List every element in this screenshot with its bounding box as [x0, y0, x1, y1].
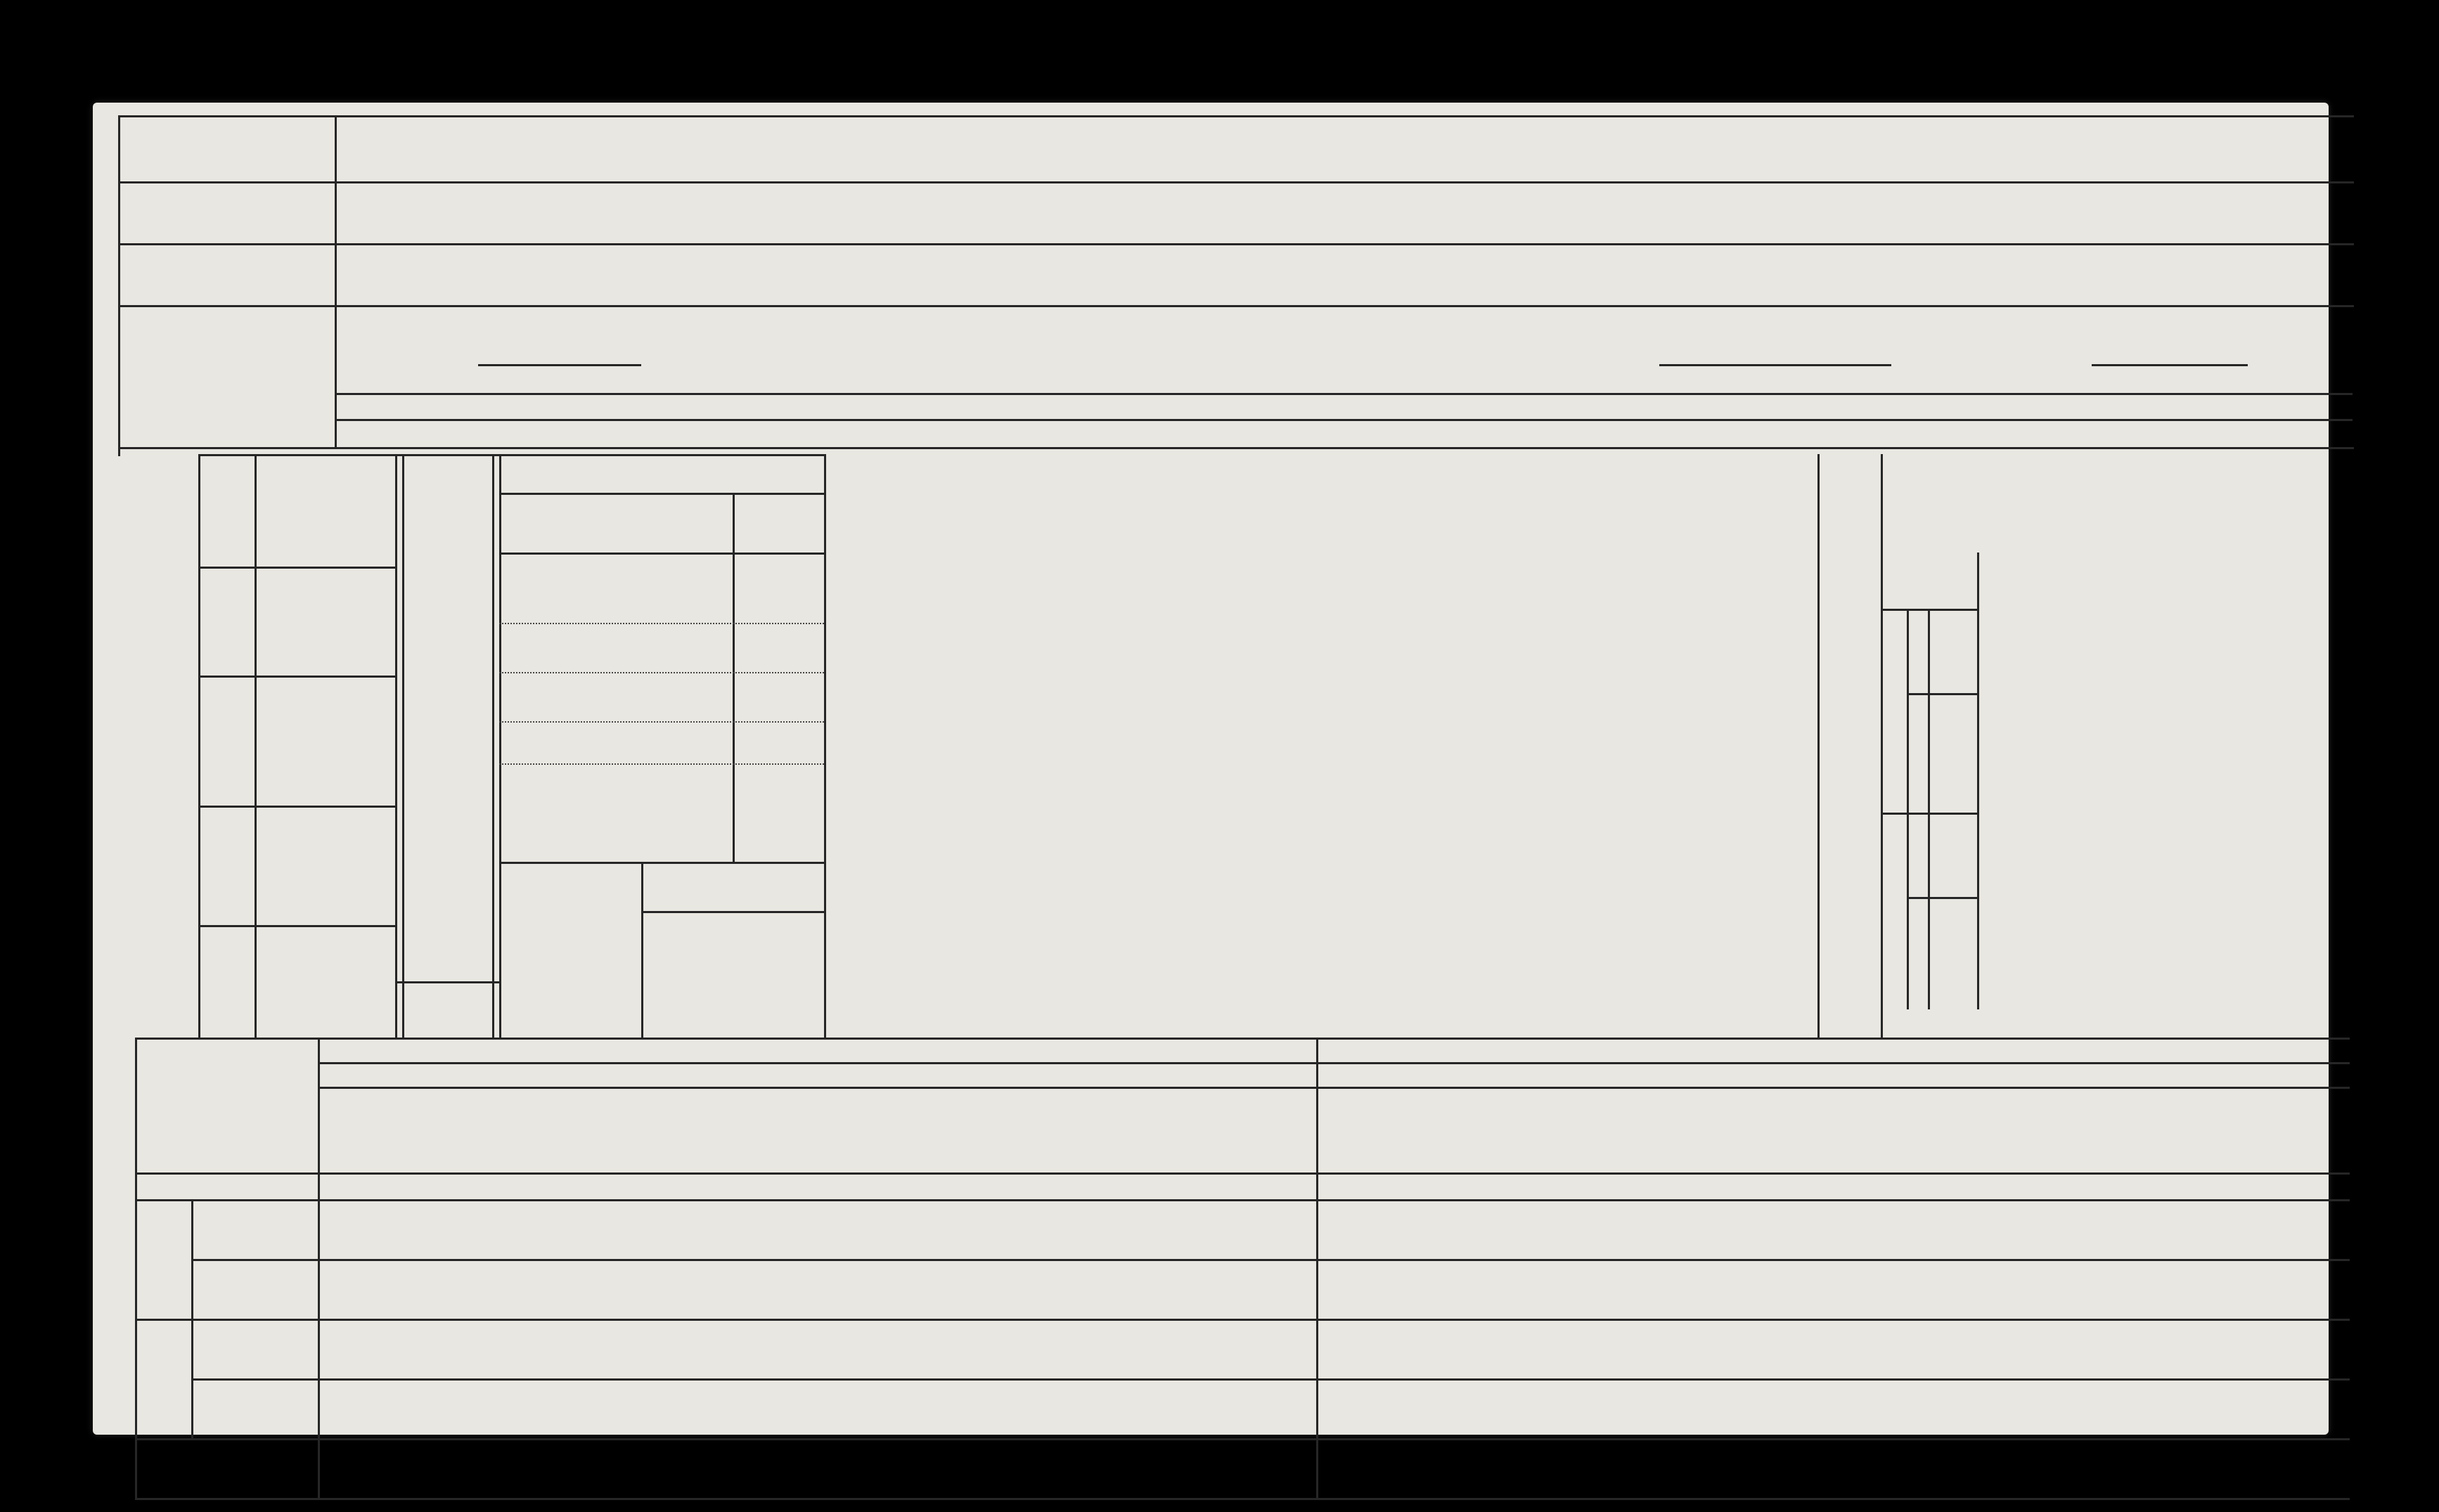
rule — [1881, 609, 1977, 611]
rule — [335, 393, 2353, 395]
rule — [1881, 454, 1883, 1038]
rule — [824, 454, 826, 1038]
rule — [733, 493, 735, 862]
rule — [135, 1199, 2350, 1201]
rule — [1881, 813, 1977, 815]
rule — [335, 419, 2353, 421]
rule — [318, 1087, 2350, 1089]
rule — [499, 672, 824, 674]
rule — [402, 454, 404, 1038]
rule — [118, 181, 2354, 183]
rule — [198, 454, 200, 1038]
rule — [191, 1259, 2350, 1261]
rule — [135, 1172, 2350, 1175]
rule — [118, 115, 2354, 117]
rule — [478, 364, 641, 366]
rule — [318, 1038, 320, 1498]
rule — [118, 115, 120, 456]
rule — [1316, 1038, 1318, 1498]
rule — [641, 862, 643, 1038]
rule — [198, 676, 395, 678]
rule — [1907, 897, 1977, 899]
rule — [335, 115, 337, 447]
rule — [198, 806, 395, 808]
rule — [2092, 364, 2248, 366]
rule — [492, 454, 494, 1038]
rule — [118, 447, 2354, 449]
rule — [1817, 454, 1820, 1038]
rule — [641, 911, 824, 913]
rule — [499, 623, 824, 625]
rule — [499, 763, 824, 765]
rule — [255, 454, 257, 1038]
rule — [135, 1038, 2350, 1040]
rule — [135, 1038, 137, 1498]
rule — [198, 567, 395, 569]
rule — [1928, 609, 1930, 1009]
rule — [135, 1319, 2350, 1321]
census-card — [93, 103, 2329, 1435]
rule — [118, 243, 2354, 245]
rule — [1907, 609, 1909, 1009]
rule — [499, 493, 824, 495]
rule — [318, 1062, 2350, 1064]
rule — [395, 454, 397, 1038]
rule — [191, 1378, 2350, 1381]
rule — [499, 553, 824, 555]
rule — [499, 454, 501, 1038]
rule — [395, 981, 501, 983]
rule — [198, 925, 395, 927]
rule — [135, 1438, 2350, 1440]
rule — [191, 1199, 193, 1438]
rule — [1977, 553, 1979, 1009]
rule — [135, 1498, 2350, 1500]
rule — [1907, 693, 1977, 695]
rule — [118, 305, 2354, 307]
rule — [499, 721, 824, 723]
rule — [198, 454, 824, 456]
rule — [1659, 364, 1891, 366]
rule — [499, 862, 824, 864]
